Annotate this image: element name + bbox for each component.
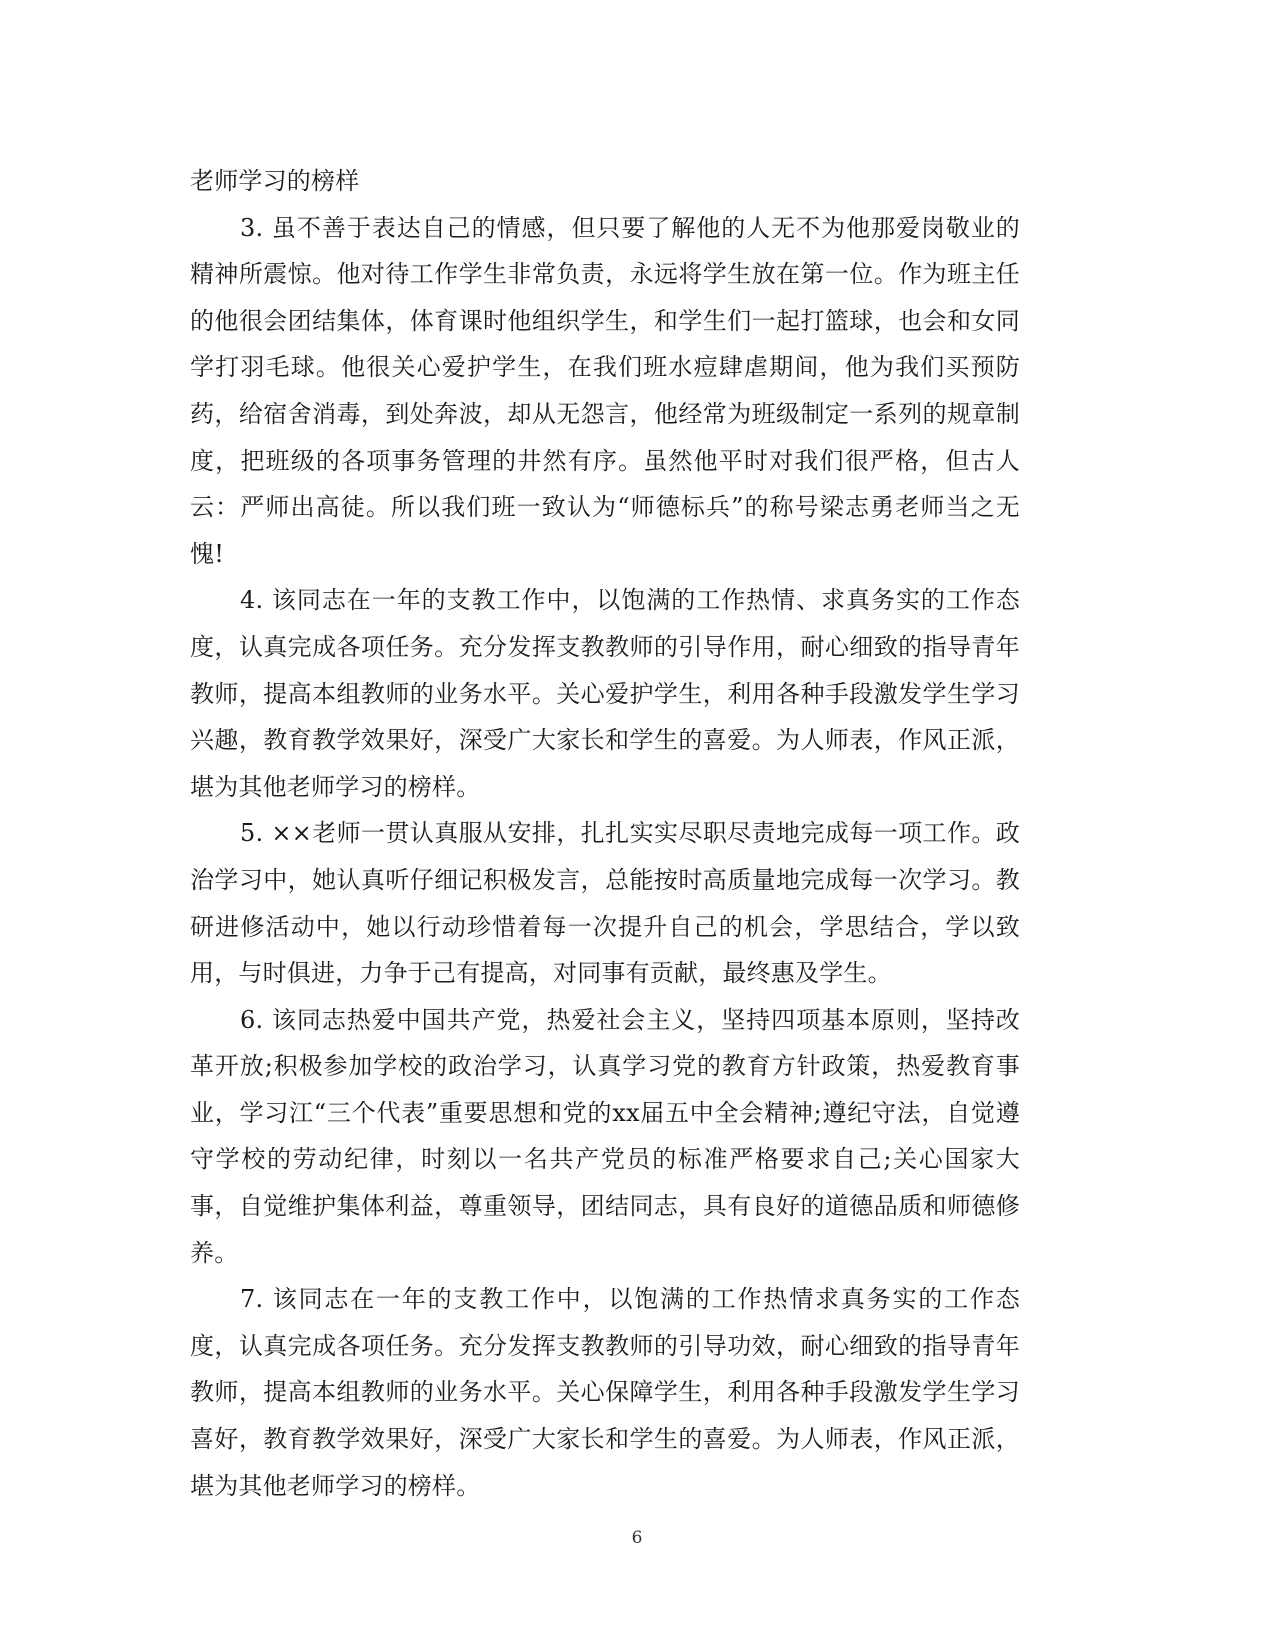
- page-number: 6: [631, 1528, 643, 1548]
- paragraph-item-6: 6. 该同志热爱中国共产党，热爱社会主义，坚持四项基本原则，坚持改革开放;积极参加学校的政治学习，认真学习党的教育方针政策，热爱教育事业，学习江“三个代表”重要思想和党的xx届五中全会精神;遵纪守法，自觉遵守学校的劳动纪律，时刻以一名共产党员的标准严格要求自己;关心国家大事，自觉维护集体利益，尊重领导，团结同志，具有良好的道德品质和师德修养。: [190, 1005, 1020, 1267]
- document-body: [190, 158, 1020, 1509]
- paragraph-item-7: 7. 该同志在一年的支教工作中，以饱满的工作热情求真务实的工作态度，认真完成各项任务。充分发挥支教教师的引导功效，耐心细致的指导青年教师，提高本组教师的业务水平。关心保障学生，利用各种手段激发学生学习喜好，教育教学效果好，深受广大家长和学生的喜爱。为人师表，作风正派，堪为其他老师学习的榜样。: [190, 1285, 1020, 1500]
- paragraph-item-5: 5. ××老师一贯认真服从安排，扎扎实实尽职尽责地完成每一项工作。政治学习中，她认真听仔细记积极发言，总能按时高质量地完成每一次学习。教研进修活动中，她以行动珍惜着每一次提升自己的机会，学思结合，学以致用，与时俱进，力争于己有提高，对同事有贡献，最终惠及学生。: [190, 819, 1020, 988]
- paragraph-continuation: 老师学习的榜样: [190, 167, 360, 195]
- paragraph-item-3: 3. 虽不善于表达自己的情感，但只要了解他的人无不为他那爱岗敬业的精神所震惊。他对待工作学生非常负责，永远将学生放在第一位。作为班主任的他很会团结集体，体育课时他组织学生，和学生们一起打篮球，也会和女同学打羽毛球。他很关心爱护学生，在我们班水痘肆虐期间，他为我们买预防药，给宿舍消毒，到处奔波，却从无怨言，他经常为班级制定一系列的规章制度，把班级的各项事务管理的井然有序。虽然他平时对我们很严格，但古人云：严师出高徒。所以我们班一致认为“师德标兵”的称号梁志勇老师当之无愧!: [190, 213, 1020, 568]
- paragraph-item-4: 4. 该同志在一年的支教工作中，以饱满的工作热情、求真务实的工作态度，认真完成各项任务。充分发挥支教教师的引导作用，耐心细致的指导青年教师，提高本组教师的业务水平。关心爱护学生，利用各种手段激发学生学习兴趣，教育教学效果好，深受广大家长和学生的喜爱。为人师表，作风正派，堪为其他老师学习的榜样。: [190, 586, 1020, 801]
